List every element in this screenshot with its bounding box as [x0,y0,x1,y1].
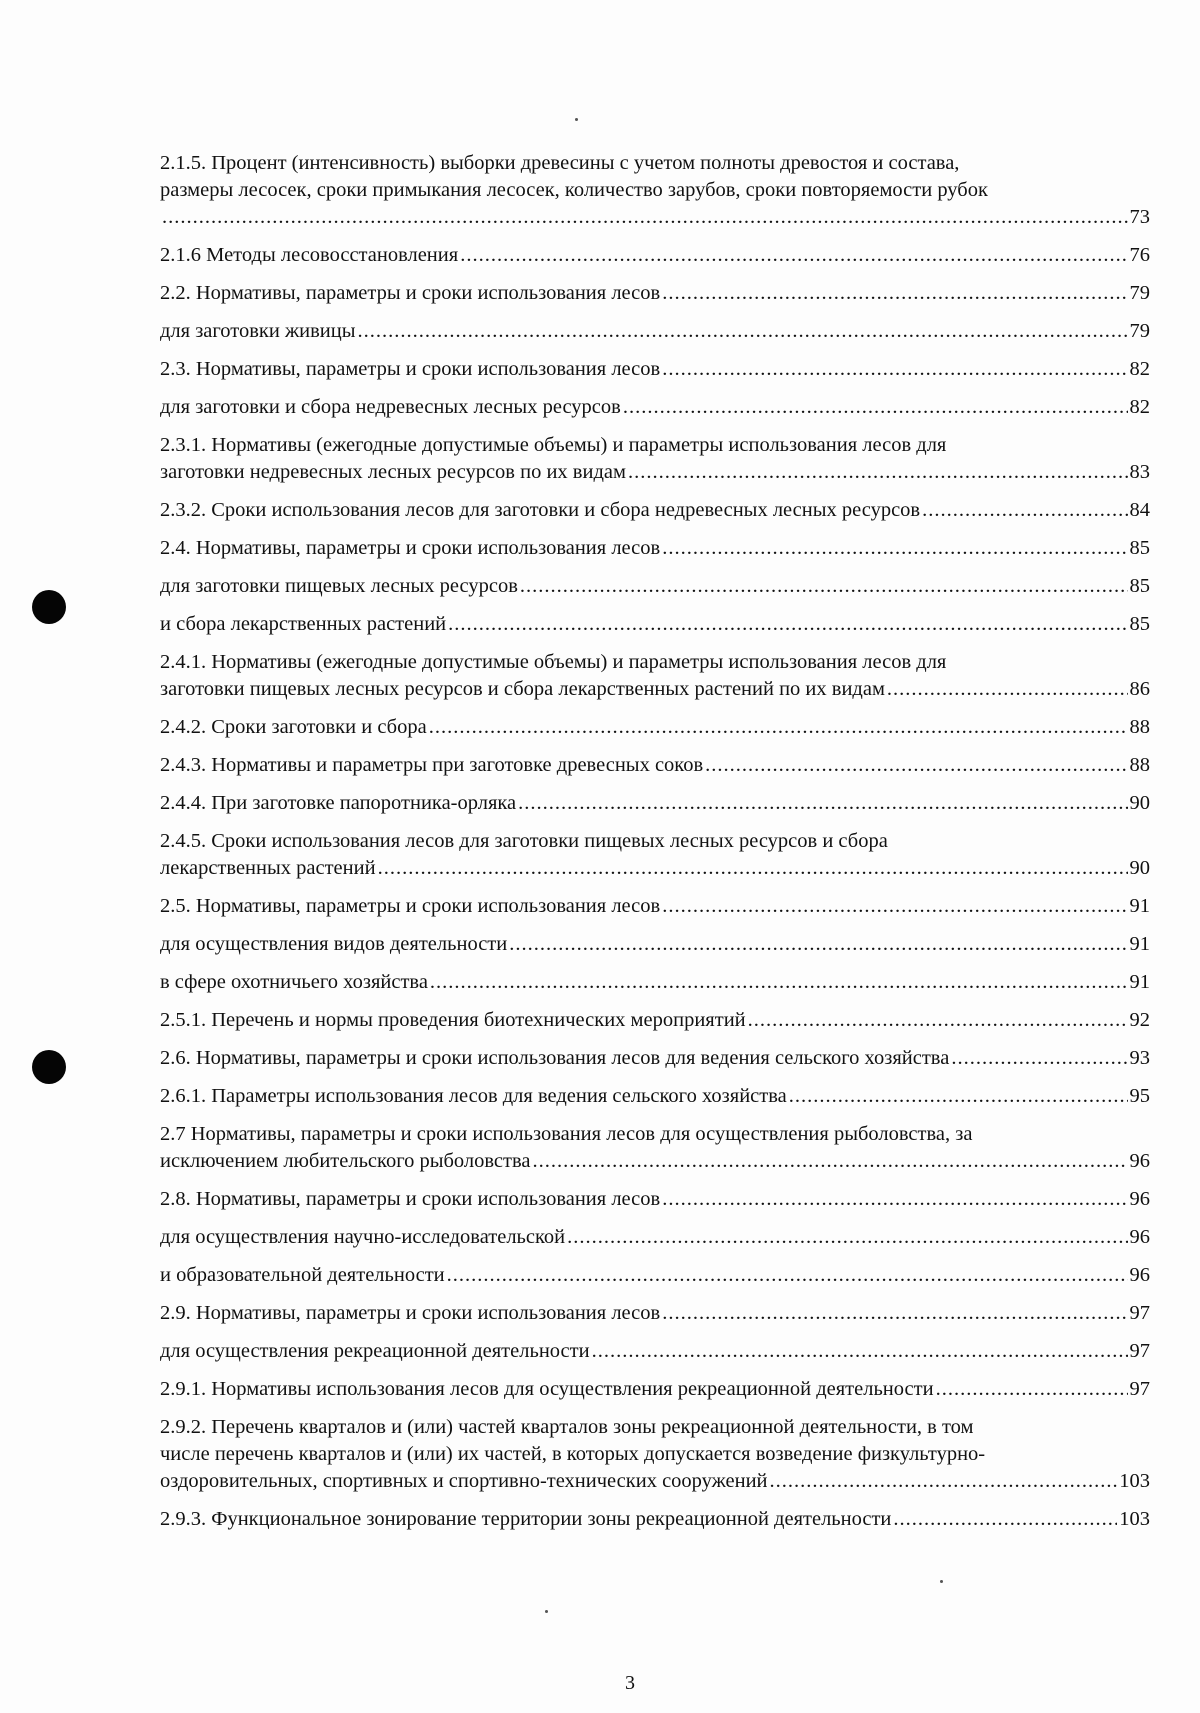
toc-entry-title-line: 2.3.1. Нормативы (ежегодные допустимые объемы) и параметры использования лесов для [160,434,947,456]
scan-speck [545,1610,548,1613]
toc-entry-page: 96 [1129,1150,1150,1172]
dot-leader [509,931,1127,958]
toc-entry-row [160,1007,1150,1034]
toc-entry-row [160,1300,1150,1327]
toc-entry-title: 2.1.6 Методы лесовосстановления [160,244,459,266]
dot-leader [567,1224,1127,1251]
toc-entry-title: 2.3. Нормативы, параметры и сроки использования лесов [160,358,661,380]
toc-entry [160,535,1150,562]
toc-entry-row [160,1468,1150,1495]
toc-entry [160,714,1150,741]
dot-leader [162,204,1128,231]
toc-entry-row [160,1506,1150,1533]
toc-entry [160,318,1150,345]
dot-leader [520,573,1128,600]
dot-leader [460,242,1127,269]
dot-leader [378,855,1128,882]
toc-entry-row [160,242,1150,269]
toc-entry [160,1007,1150,1034]
toc-entry-title: 2.5.1. Перечень и нормы проведения биотехнических мероприятий [160,1009,746,1031]
toc-entry-title: заготовки пищевых лесных ресурсов и сбора лекарственных растений по их видам [160,678,885,700]
toc-entry [160,828,1150,882]
toc-entry-page: 103 [1119,1508,1150,1530]
toc-entry [160,280,1150,307]
toc-entry-row [160,1338,1150,1365]
dot-leader [430,969,1128,996]
toc-entry-title: 2.3.2. Сроки использования лесов для заготовки и сбора недревесных лесных ресурсов [160,499,921,521]
toc-entry-row [160,1045,1150,1072]
scan-speck [940,1580,943,1583]
dot-leader [748,1007,1128,1034]
toc-entry-title-line: размеры лесосек, сроки примыкания лесосек, количество зарубов, сроки повторяемости рубок [160,179,988,201]
toc-entry-row [160,573,1150,600]
toc-entry-title: для заготовки пищевых лесных ресурсов [160,575,518,597]
toc-entry-title-line: числе перечень кварталов и (или) их частей, в которых допускается возведение физкультурно- [160,1443,986,1465]
toc-entry [160,790,1150,817]
toc-entry-row [160,1224,1150,1251]
dot-leader [789,1083,1128,1110]
toc-entry [160,1083,1150,1110]
dot-leader [922,497,1127,524]
toc-entry-title: для осуществления видов деятельности [160,933,508,955]
toc-entry-row [160,790,1150,817]
punch-hole [32,590,66,624]
toc-entry-page: 91 [1129,895,1150,917]
toc-entry-row [160,280,1150,307]
toc-entry-row [160,1186,1150,1213]
toc-entry-title: 2.4. Нормативы, параметры и сроки использования лесов [160,537,661,559]
toc-entry [160,649,1150,703]
dot-leader [662,280,1127,307]
toc-entry [160,1376,1150,1403]
toc-entry-row [160,394,1150,421]
toc-entry-page: 91 [1129,933,1150,955]
dot-leader [628,459,1128,486]
toc-entry-page: 79 [1129,320,1150,342]
toc-entry-title: 2.5. Нормативы, параметры и сроки использования лесов [160,895,661,917]
toc-entry-page: 88 [1129,716,1150,738]
toc-entry-title: для осуществления научно-исследовательской [160,1226,566,1248]
toc-entry-row [160,497,1150,524]
toc-entry-page: 79 [1129,282,1150,304]
toc-entry-title: и образовательной деятельности [160,1264,445,1286]
toc-entry-page: 92 [1129,1009,1150,1031]
dot-leader [936,1376,1128,1403]
toc-entry-page: 97 [1129,1340,1150,1362]
dot-leader [705,752,1127,779]
toc-entry-row [160,535,1150,562]
toc-entry [160,893,1150,920]
toc-entry [160,752,1150,779]
dot-leader [662,535,1127,562]
dot-leader [623,394,1128,421]
toc-entry-page: 76 [1129,244,1150,266]
toc-entry-page: 95 [1129,1085,1150,1107]
toc-entry-title: и сбора лекарственных растений [160,613,447,635]
toc-entry-row [160,611,1150,638]
toc-entry-title: 2.4.4. При заготовке папоротника-орляка [160,792,517,814]
toc-entry-title-line: 2.4.1. Нормативы (ежегодные допустимые объемы) и параметры использования лесов для [160,651,947,673]
dot-leader [518,790,1127,817]
toc-entry-title: 2.4.2. Сроки заготовки и сбора [160,716,427,738]
toc-entry-row [160,969,1150,996]
toc-entry [160,969,1150,996]
dot-leader [662,1186,1127,1213]
toc-entry [160,394,1150,421]
toc-entry-page: 85 [1129,537,1150,559]
dot-leader [448,611,1127,638]
toc-entry-title: для заготовки и сбора недревесных лесных ресурсов [160,396,621,418]
toc-entry [160,1414,1150,1495]
toc-entry-title: 2.8. Нормативы, параметры и сроки использования лесов [160,1188,661,1210]
toc-entry [160,432,1150,486]
toc-entry-page: 88 [1129,754,1150,776]
toc-entry [160,242,1150,269]
toc-entry-title-line: 2.1.5. Процент (интенсивность) выборки древесины с учетом полноты древостоя и состава, [160,152,960,174]
toc-entry-title: 2.9. Нормативы, параметры и сроки использования лесов [160,1302,661,1324]
toc-entry [160,1186,1150,1213]
toc-entry-title: 2.2. Нормативы, параметры и сроки использования лесов [160,282,661,304]
toc-entry [160,1121,1150,1175]
toc-entry-title-line: 2.7 Нормативы, параметры и сроки использования лесов для осуществления рыболовства, за [160,1123,973,1145]
dot-leader [893,1506,1117,1533]
toc-entry-title: 2.9.3. Функциональное зонирование территории зоны рекреационной деятельности [160,1508,892,1530]
toc-entry-row [160,1262,1150,1289]
toc-entry-page: 82 [1129,358,1150,380]
toc-entry-title: лекарственных растений [160,857,376,879]
toc-entry-title: заготовки недревесных лесных ресурсов по их видам [160,461,626,483]
toc-entry-row [160,1148,1150,1175]
toc-entry-row [160,1376,1150,1403]
dot-leader [770,1468,1118,1495]
toc-entry-title: 2.6.1. Параметры использования лесов для ведения сельского хозяйства [160,1085,787,1107]
toc-entry [160,1224,1150,1251]
dot-leader [887,676,1128,703]
punch-hole [32,1050,66,1084]
toc-entry-page: 82 [1129,396,1150,418]
table-of-contents [160,150,1150,1544]
toc-entry-title: 2.4.3. Нормативы и параметры при заготовке древесных соков [160,754,704,776]
toc-entry-page: 93 [1129,1047,1150,1069]
toc-entry [160,356,1150,383]
toc-entry [160,931,1150,958]
toc-entry-page: 96 [1129,1264,1150,1286]
toc-entry-row [160,893,1150,920]
toc-entry-row [160,318,1150,345]
toc-entry-row [160,714,1150,741]
toc-entry [160,1262,1150,1289]
toc-entry-page: 96 [1129,1226,1150,1248]
toc-entry-page: 86 [1129,678,1150,700]
toc-entry-title: 2.9.1. Нормативы использования лесов для осуществления рекреационной деятельности [160,1378,934,1400]
toc-entry-row [160,356,1150,383]
toc-entry-page: 103 [1119,1470,1150,1492]
toc-entry-title: для заготовки живицы [160,320,356,342]
toc-entry [160,497,1150,524]
toc-entry [160,573,1150,600]
toc-entry-page: 96 [1129,1188,1150,1210]
toc-entry-page: 90 [1129,857,1150,879]
scan-speck [575,118,578,121]
toc-entry-page: 84 [1129,499,1150,521]
toc-entry-page: 90 [1129,792,1150,814]
toc-entry-title-line: 2.4.5. Сроки использования лесов для заготовки пищевых лесных ресурсов и сбора [160,830,888,852]
toc-entry-row [160,204,1150,231]
dot-leader [533,1148,1128,1175]
toc-entry-page: 85 [1129,613,1150,635]
toc-entry-page: 91 [1129,971,1150,993]
dot-leader [429,714,1128,741]
toc-entry [160,1300,1150,1327]
dot-leader [592,1338,1128,1365]
toc-entry-page: 83 [1129,461,1150,483]
toc-entry-title-line: 2.9.2. Перечень кварталов и (или) частей кварталов зоны рекреационной деятельности, в том [160,1416,974,1438]
toc-entry [160,1506,1150,1533]
toc-entry-row [160,931,1150,958]
toc-entry [160,150,1150,231]
toc-entry-title: для осуществления рекреационной деятельности [160,1340,590,1362]
toc-entry-row [160,459,1150,486]
dot-leader [951,1045,1127,1072]
toc-entry-title: оздоровительных, спортивных и спортивно-технических сооружений [160,1470,768,1492]
toc-entry-title: исключением любительского рыболовства [160,1150,531,1172]
toc-entry-title: в сфере охотничьего хозяйства [160,971,428,993]
toc-entry-page: 97 [1129,1302,1150,1324]
dot-leader [358,318,1128,345]
toc-entry-page: 73 [1129,206,1150,228]
dot-leader [662,356,1127,383]
toc-entry-row [160,676,1150,703]
toc-entry-row [160,855,1150,882]
dot-leader [662,893,1127,920]
toc-entry-row [160,1083,1150,1110]
toc-entry [160,1338,1150,1365]
toc-entry-title: 2.6. Нормативы, параметры и сроки использования лесов для ведения сельского хозяйства [160,1047,950,1069]
toc-entry-row [160,752,1150,779]
page-number: 3 [625,1672,635,1694]
toc-entry-page: 97 [1129,1378,1150,1400]
dot-leader [662,1300,1127,1327]
toc-entry [160,1045,1150,1072]
dot-leader [447,1262,1128,1289]
toc-entry [160,611,1150,638]
toc-entry-page: 85 [1129,575,1150,597]
